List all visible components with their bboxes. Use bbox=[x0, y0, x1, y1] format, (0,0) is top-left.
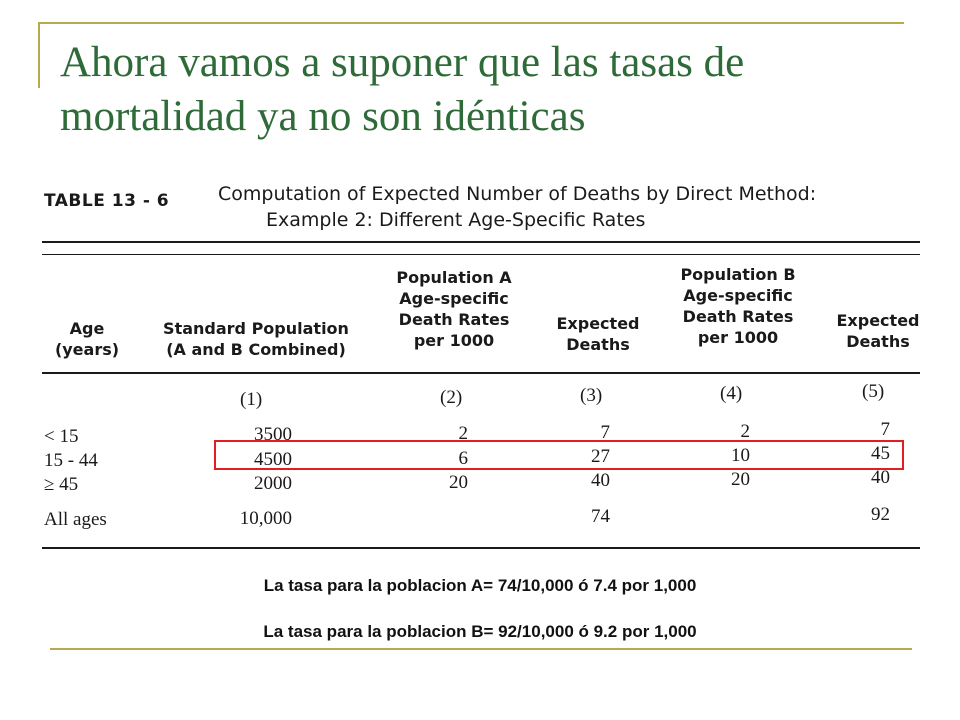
header-expected-a-line: Expected bbox=[556, 314, 640, 333]
frame-left-line bbox=[38, 22, 40, 88]
note-rate-a: La tasa para la poblacion A= 74/10,000 ó 7.4 por 1,000 bbox=[263, 576, 697, 595]
header-rate-b-line: Death Rates bbox=[682, 307, 794, 326]
header-expected-b-line: Deaths bbox=[846, 332, 910, 351]
cell-expected-a: 74 bbox=[591, 506, 610, 527]
slide-title-line-2: mortalidad ya no son idénticas bbox=[60, 93, 586, 140]
header-expected-a-line: Deaths bbox=[566, 335, 630, 354]
cell-age: < 15 bbox=[44, 426, 79, 447]
cell-rate-b: 2 bbox=[740, 421, 750, 442]
cell-standard: 3500 bbox=[254, 424, 292, 445]
header-rate-a bbox=[376, 267, 532, 351]
slide-title-line-1: Ahora vamos a suponer que las tasas de bbox=[60, 39, 745, 86]
table-rule-top bbox=[42, 241, 920, 243]
cell-expected-b: 7 bbox=[880, 419, 890, 440]
header-rate-b-line: Population B bbox=[680, 265, 796, 284]
header-standard-population bbox=[150, 318, 362, 360]
frame-top-line bbox=[38, 22, 904, 24]
header-age-line: (years) bbox=[54, 340, 120, 359]
table-rule-bottom bbox=[42, 547, 920, 549]
cell-standard: 10,000 bbox=[239, 508, 292, 529]
cell-expected-a: 27 bbox=[591, 446, 610, 467]
header-rate-a-line: Population A bbox=[396, 268, 512, 287]
header-expected-b bbox=[826, 310, 930, 352]
cell-standard: 4500 bbox=[254, 449, 292, 470]
cell-age: 15 - 44 bbox=[44, 450, 98, 471]
cell-expected-a: 7 bbox=[600, 422, 610, 443]
cell-rate-b: 10 bbox=[731, 445, 750, 466]
header-age-line: Age bbox=[69, 319, 105, 338]
header-rate-a-line: per 1000 bbox=[413, 331, 495, 350]
header-rate-b-line: per 1000 bbox=[697, 328, 779, 347]
cell-rate-a: 2 bbox=[458, 423, 468, 444]
cell-age: All ages bbox=[44, 509, 107, 530]
header-rate-a-line: Death Rates bbox=[398, 310, 510, 329]
slide-title bbox=[60, 36, 900, 144]
header-standard-line: (A and B Combined) bbox=[166, 340, 346, 359]
header-age bbox=[42, 318, 132, 360]
frame-bottom-line bbox=[50, 648, 912, 650]
column-number: (1) bbox=[240, 389, 263, 410]
column-number: (4) bbox=[720, 383, 743, 404]
header-expected-b-line: Expected bbox=[836, 311, 920, 330]
header-rate-b bbox=[662, 264, 814, 348]
cell-age: ≥ 45 bbox=[44, 474, 79, 495]
highlight-box bbox=[214, 440, 904, 470]
cell-rate-b: 20 bbox=[731, 469, 750, 490]
table-caption-line-1: Computation of Expected Number of Deaths by Direct Method: bbox=[218, 183, 817, 205]
column-number: (3) bbox=[580, 385, 603, 406]
cell-standard: 2000 bbox=[254, 473, 292, 494]
cell-expected-b: 45 bbox=[871, 443, 890, 464]
header-rate-b-line: Age-specific bbox=[683, 286, 793, 305]
table-label: TABLE 13 - 6 bbox=[44, 191, 170, 211]
column-number: (5) bbox=[862, 381, 885, 402]
table-rule-header bbox=[42, 372, 920, 374]
cell-rate-a: 20 bbox=[449, 472, 468, 493]
column-number: (2) bbox=[440, 387, 463, 408]
table-caption-line-2: Example 2: Different Age-Specific Rates bbox=[266, 209, 646, 231]
cell-expected-b: 92 bbox=[871, 504, 890, 525]
table-rule-top-thin bbox=[42, 254, 920, 255]
note-rate-b: La tasa para la poblacion B= 92/10,000 ó 9.2 por 1,000 bbox=[263, 622, 697, 641]
header-standard-line: Standard Population bbox=[163, 319, 349, 338]
cell-expected-a: 40 bbox=[591, 470, 610, 491]
cell-expected-b: 40 bbox=[871, 467, 890, 488]
header-expected-a bbox=[546, 313, 650, 355]
cell-rate-a: 6 bbox=[458, 448, 468, 469]
header-rate-a-line: Age-specific bbox=[399, 289, 509, 308]
